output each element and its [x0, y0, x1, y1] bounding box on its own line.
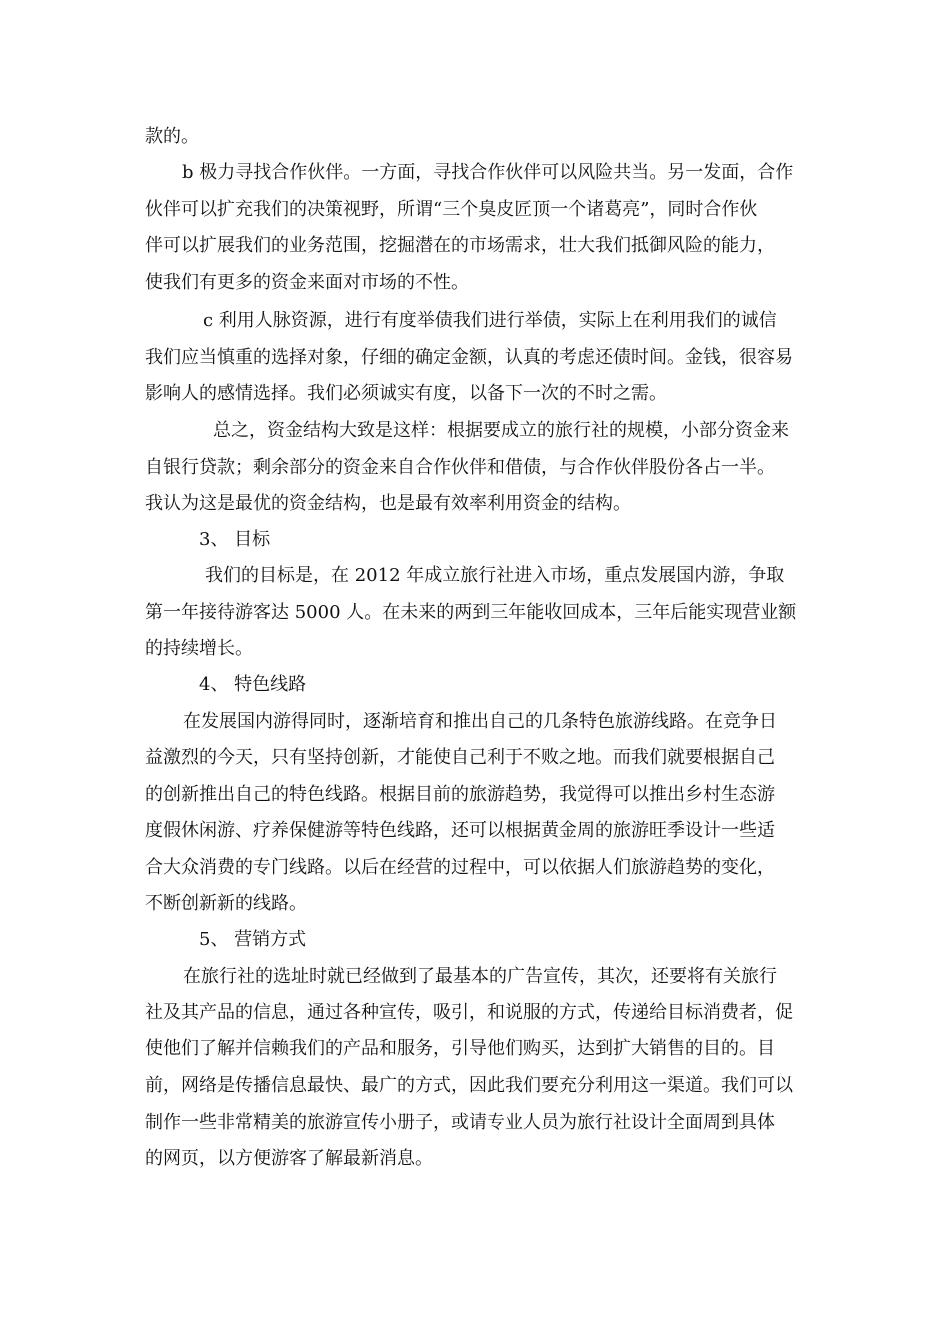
marketing-paragraph-start: 在旅行社的选址时就已经做到了最基本的广告宣传，其次，还要将有关旅行	[183, 966, 777, 987]
section-heading-goal: 3、 目标	[199, 529, 271, 550]
text-line: 使他们了解并信赖我们的产品和服务，引导他们购买，达到扩大销售的目的。目	[145, 1038, 775, 1059]
text-line: 制作一些非常精美的旅游宣传小册子，或请专业人员为旅行社设计全面周到具体	[145, 1112, 775, 1133]
text-line: 影响人的感情选择。我们必须诚实有度，以备下一次的不时之需。	[145, 383, 667, 404]
summary-paragraph-start: 总之，资金结构大致是这样：根据要成立的旅行社的规模，小部分资金来	[213, 420, 789, 441]
text-line: 自银行贷款；剩余部分的资金来自合作伙伴和借债，与合作伙伴股份各占一半。	[145, 457, 775, 478]
goal-paragraph-start: 我们的目标是，在 2012 年成立旅行社进入市场，重点发展国内游，争取	[205, 565, 785, 586]
text-line: 我认为这是最优的资金结构，也是最有效率利用资金的结构。	[145, 493, 631, 514]
routes-paragraph-start: 在发展国内游得同时，逐渐培育和推出自己的几条特色旅游线路。在竞争日	[183, 711, 777, 732]
text-line: 第一年接待游客达 5000 人。在未来的两到三年能收回成本，三年后能实现营业额	[145, 602, 797, 623]
text-line: 的网页，以方便游客了解最新消息。	[145, 1148, 433, 1169]
section-heading-marketing: 5、 营销方式	[199, 929, 307, 950]
text-line: 益激烈的今天，只有坚持创新，才能使自己利于不败之地。而我们就要根据自己	[145, 747, 775, 768]
text-line: 伙伴可以扩充我们的决策视野，所谓“三个臭皮匠顶一个诸葛亮”，同时合作伙	[145, 199, 758, 220]
text-line: 的持续增长。	[145, 638, 253, 659]
text-line: 社及其产品的信息，通过各种宣传，吸引，和说服的方式，传递给目标消费者，促	[145, 1002, 793, 1023]
text-line: 使我们有更多的资金来面对市场的不性。	[145, 272, 469, 293]
text-line: 的创新推出自己的特色线路。根据目前的旅游趋势，我觉得可以推出乡村生态游	[145, 784, 775, 805]
text-line: 款的。	[145, 126, 199, 147]
text-line: 我们应当慎重的选择对象，仔细的确定金额，认真的考虑还债时间。金钱，很容易	[145, 347, 793, 368]
text-line: 伴可以扩展我们的业务范围，挖掘潜在的市场需求，壮大我们抵御风险的能力，	[145, 235, 775, 256]
paragraph-b-start: b 极力寻找合作伙伴。一方面，寻找合作伙伴可以风险共当。另一发面，合作	[182, 162, 794, 183]
paragraph-c-start: c 利用人脉资源，进行有度举债我们进行举债，实际上在利用我们的诚信	[203, 310, 777, 331]
text-line: 不断创新新的线路。	[145, 893, 307, 914]
text-line: 度假休闲游、疗养保健游等特色线路，还可以根据黄金周的旅游旺季设计一些适	[145, 820, 775, 841]
text-line: 合大众消费的专门线路。以后在经营的过程中，可以依据人们旅游趋势的变化，	[145, 857, 775, 878]
text-line: 前，网络是传播信息最快、最广的方式，因此我们要充分利用这一渠道。我们可以	[145, 1075, 793, 1096]
section-heading-routes: 4、 特色线路	[199, 674, 307, 695]
